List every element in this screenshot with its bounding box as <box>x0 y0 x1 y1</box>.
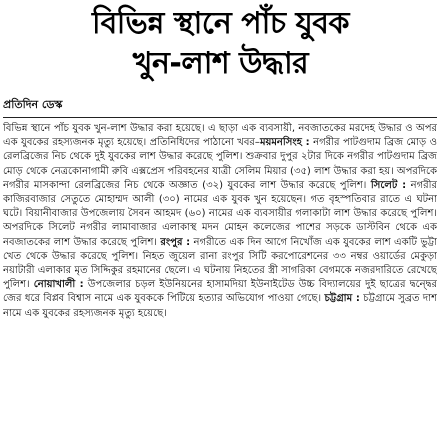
byline-divider <box>3 117 437 118</box>
dateline-sylhet: সিলেট : <box>370 179 407 191</box>
body-intro: বিভিন্ন স্থানে পাঁচ যুবক খুন-লাশ উদ্ধার করা হয়েছে। এ ছাড়া এক ব্যবসায়ী, নবজাতকের মরদেহ উদ্ধার ও অপর এক যুবকের রহস্যজনক মৃত্যু হয়েছে। প্রতিনিধিদের পাঠানো খবর– <box>3 123 437 149</box>
article-body <box>3 122 437 434</box>
body-rangpur: নগরীতে এক দিন আগে নিখোঁজ এক যুবকের লাশ একটি ভুট্টা খেত থেকে উদ্ধার করেছে পুলিশ। নিহত জুয়েল রানা রংপুর সিটি করপোরেশনের ৩৩ নম্বর ওয়ার্ডের মেকুড়া নয়াটারী এলাকার মৃত সিদ্দিকুর রহমানের ছেলে। এ ঘটনায় নিহতের স্ত্রী সাগরিকা বেগমকে নজরদারিতে রেখেছে পুলিশ। <box>3 236 437 291</box>
body-noakhali: উপজেলার চড়ল ইউনিয়নের হাসামদিয়া ইউনাইটেড উচ্চ বিদ্যালয়ের দুই ছাত্রের দ্বন্দ্বের জের ধরে বিপ্লব বিশ্বাস নামে এক যুবককে পিটিয়ে হত্যার অভিযোগ পাওয়া গেছে। <box>3 279 437 305</box>
headline-line-1: বিভিন্ন স্থানে পাঁচ যুবক <box>92 6 349 41</box>
dateline-chattogram: চট্টগ্রাম : <box>324 293 360 305</box>
dateline-mymensingh: ময়মনসিংহ : <box>259 137 310 149</box>
dateline-rangpur: রংপুর : <box>160 236 191 248</box>
body-mymensingh: নগরীর পাটগুদাম ব্রিজ মোড় ও রেলব্রিজের নিচ থেকে দুই যুবকের লাশ উদ্ধার করেছে পুলিশ। শুক্রবার দুপুর ২টার দিকে নগরীর পাটগুদাম ব্রিজ মোড় থেকে নেত্রকোনাগামী রুবি এক্সপ্রেস পরিবহনের যাত্রী সেলিম মিয়ার (৩৫) লাশ উদ্ধার করা হয়। অপরদিকে নগরীর মাসকান্দা রেলব্রিজের নিচ থেকে অজ্ঞাত (৩২) যুবকের লাশ উদ্ধার করেছে পুলিশ। <box>3 137 437 191</box>
headline <box>0 4 441 84</box>
body-sylhet: নগরীর কাজিরবাজার সেতুতে মোহাম্মদ আলী (৩০) নামের এক যুবক খুন হয়েছেন। গত বৃহস্পতিবার রাতে এ ঘটনা ঘটে। বিয়ানীবাজার উপজেলায় সৈবন আহমদ (৬০) নামের এক ব্যবসায়ীর গলাকাটা লাশ উদ্ধার করেছে পুলিশ। অপরদিকে সিলেট নগরীর লামাবাজার এলাকাস্থ মদন মোহন কলেজের পাশের সড়কে ডাস্টবিন থেকে এক নবজাতকের লাশ উদ্ধার করেছে পুলিশ। <box>3 179 437 248</box>
dateline-noakhali: নোয়াখালী : <box>33 279 84 291</box>
headline-line-2: খুন-লাশ উদ্ধার <box>132 46 309 81</box>
body-chattogram: চট্টগ্রামে সুব্রত দাশ নামে এক যুবকের রহস্যজনক মৃত্যু হয়েছে। <box>3 293 437 319</box>
byline: প্রতিদিন ডেস্ক <box>3 98 63 111</box>
